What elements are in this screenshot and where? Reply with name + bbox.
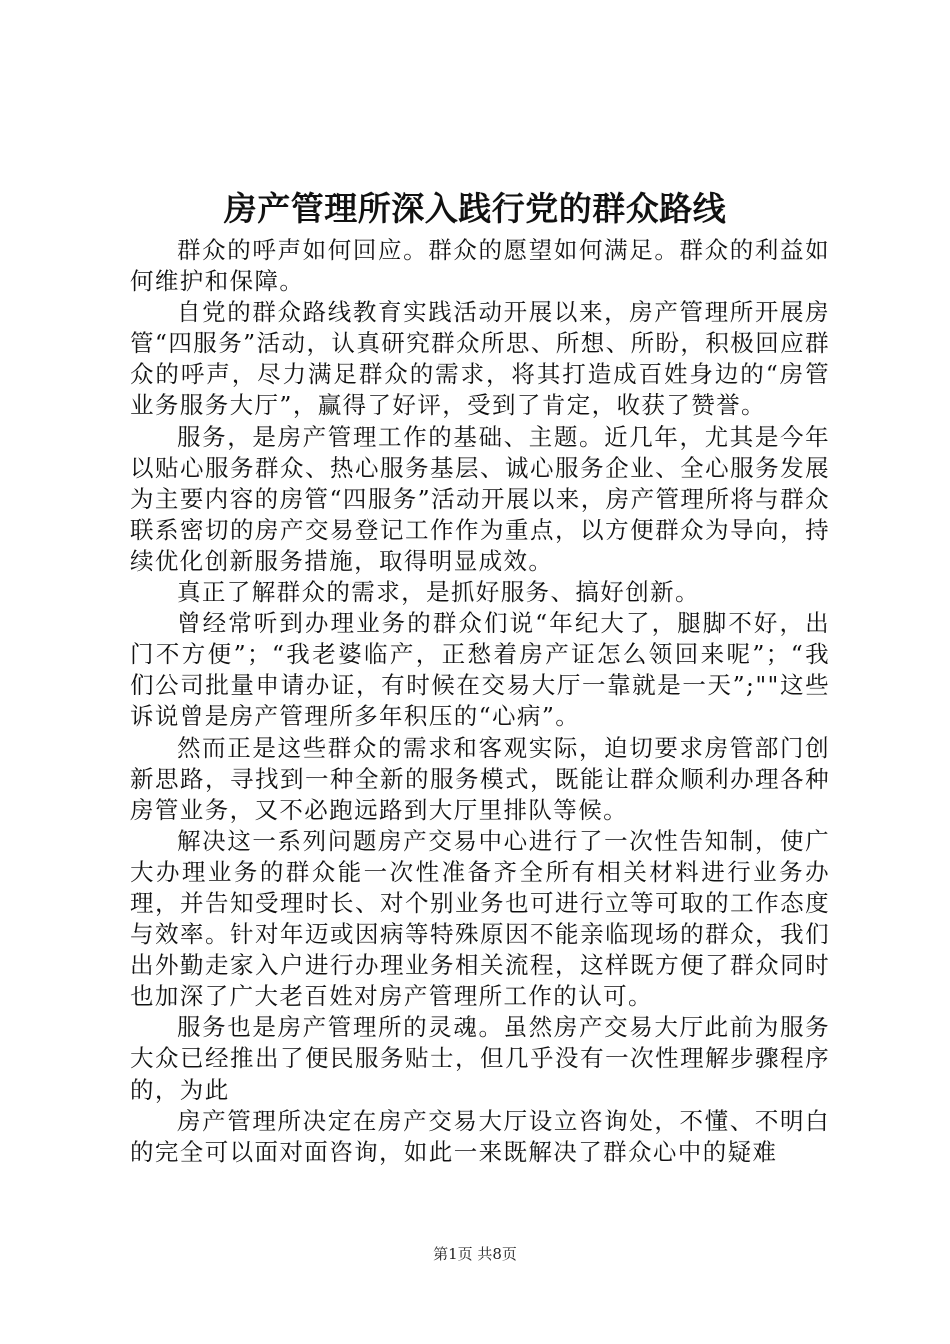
paragraph: 曾经常听到办理业务的群众们说“年纪大了，腿脚不好，出门不方便”；“我老婆临产，正愁着房产证怎么领回来呢”；“我们公司批量申请办证，有时候在交易大厅一靠就是一天”;""这些诉说曾是房产管理所多年积压的“心病”。 (130, 609, 830, 731)
paragraph: 自党的群众路线教育实践活动开展以来，房产管理所开展房管“四服务”活动，认真研究群众所思、所想、所盼，积极回应群众的呼声，尽力满足群众的需求，将其打造成百姓身边的“房管业务服务大厅”，赢得了好评，受到了肯定，收获了赞誉。 (130, 298, 830, 420)
paragraph: 服务，是房产管理工作的基础、主题。近几年，尤其是今年以贴心服务群众、热心服务基层、诚心服务企业、全心服务发展为主要内容的房管“四服务”活动开展以来，房产管理所将与群众联系密切的房产交易登记工作作为重点，以方便群众为导向，持续优化创新服务措施，取得明显成效。 (130, 422, 830, 575)
paragraph: 房产管理所决定在房产交易大厅设立咨询处，不懂、不明白的完全可以面对面咨询，如此一来既解决了群众心中的疑难 (130, 1106, 830, 1166)
document-title: 房产管理所深入践行党的群众路线 (223, 189, 727, 228)
paragraph: 群众的呼声如何回应。群众的愿望如何满足。群众的利益如何维护和保障。 (130, 236, 830, 296)
document-body (130, 235, 830, 1168)
paragraph: 然而正是这些群众的需求和客观实际，迫切要求房管部门创新思路，寻找到一种全新的服务模式，既能让群众顺利办理各种房管业务，又不必跑远路到大厅里排队等候。 (130, 733, 830, 824)
page-number-footer: 第1页 共8页 (433, 1245, 517, 1263)
paragraph: 服务也是房产管理所的灵魂。虽然房产交易大厅此前为服务大众已经推出了便民服务贴士，但几乎没有一次性理解步骤程序的，为此 (130, 1013, 830, 1104)
paragraph: 解决这一系列问题房产交易中心进行了一次性告知制，使广大办理业务的群众能一次性准备齐全所有相关材料进行业务办理，并告知受理时长、对个别业务也可进行立等可取的工作态度与效率。针对年迈或因病等特殊原因不能亲临现场的群众，我们出外勤走家入户进行办理业务相关流程，这样既方便了群众同时也加深了广大老百姓对房产管理所工作的认可。 (130, 826, 830, 1011)
paragraph: 真正了解群众的需求，是抓好服务、搞好创新。 (177, 578, 700, 607)
